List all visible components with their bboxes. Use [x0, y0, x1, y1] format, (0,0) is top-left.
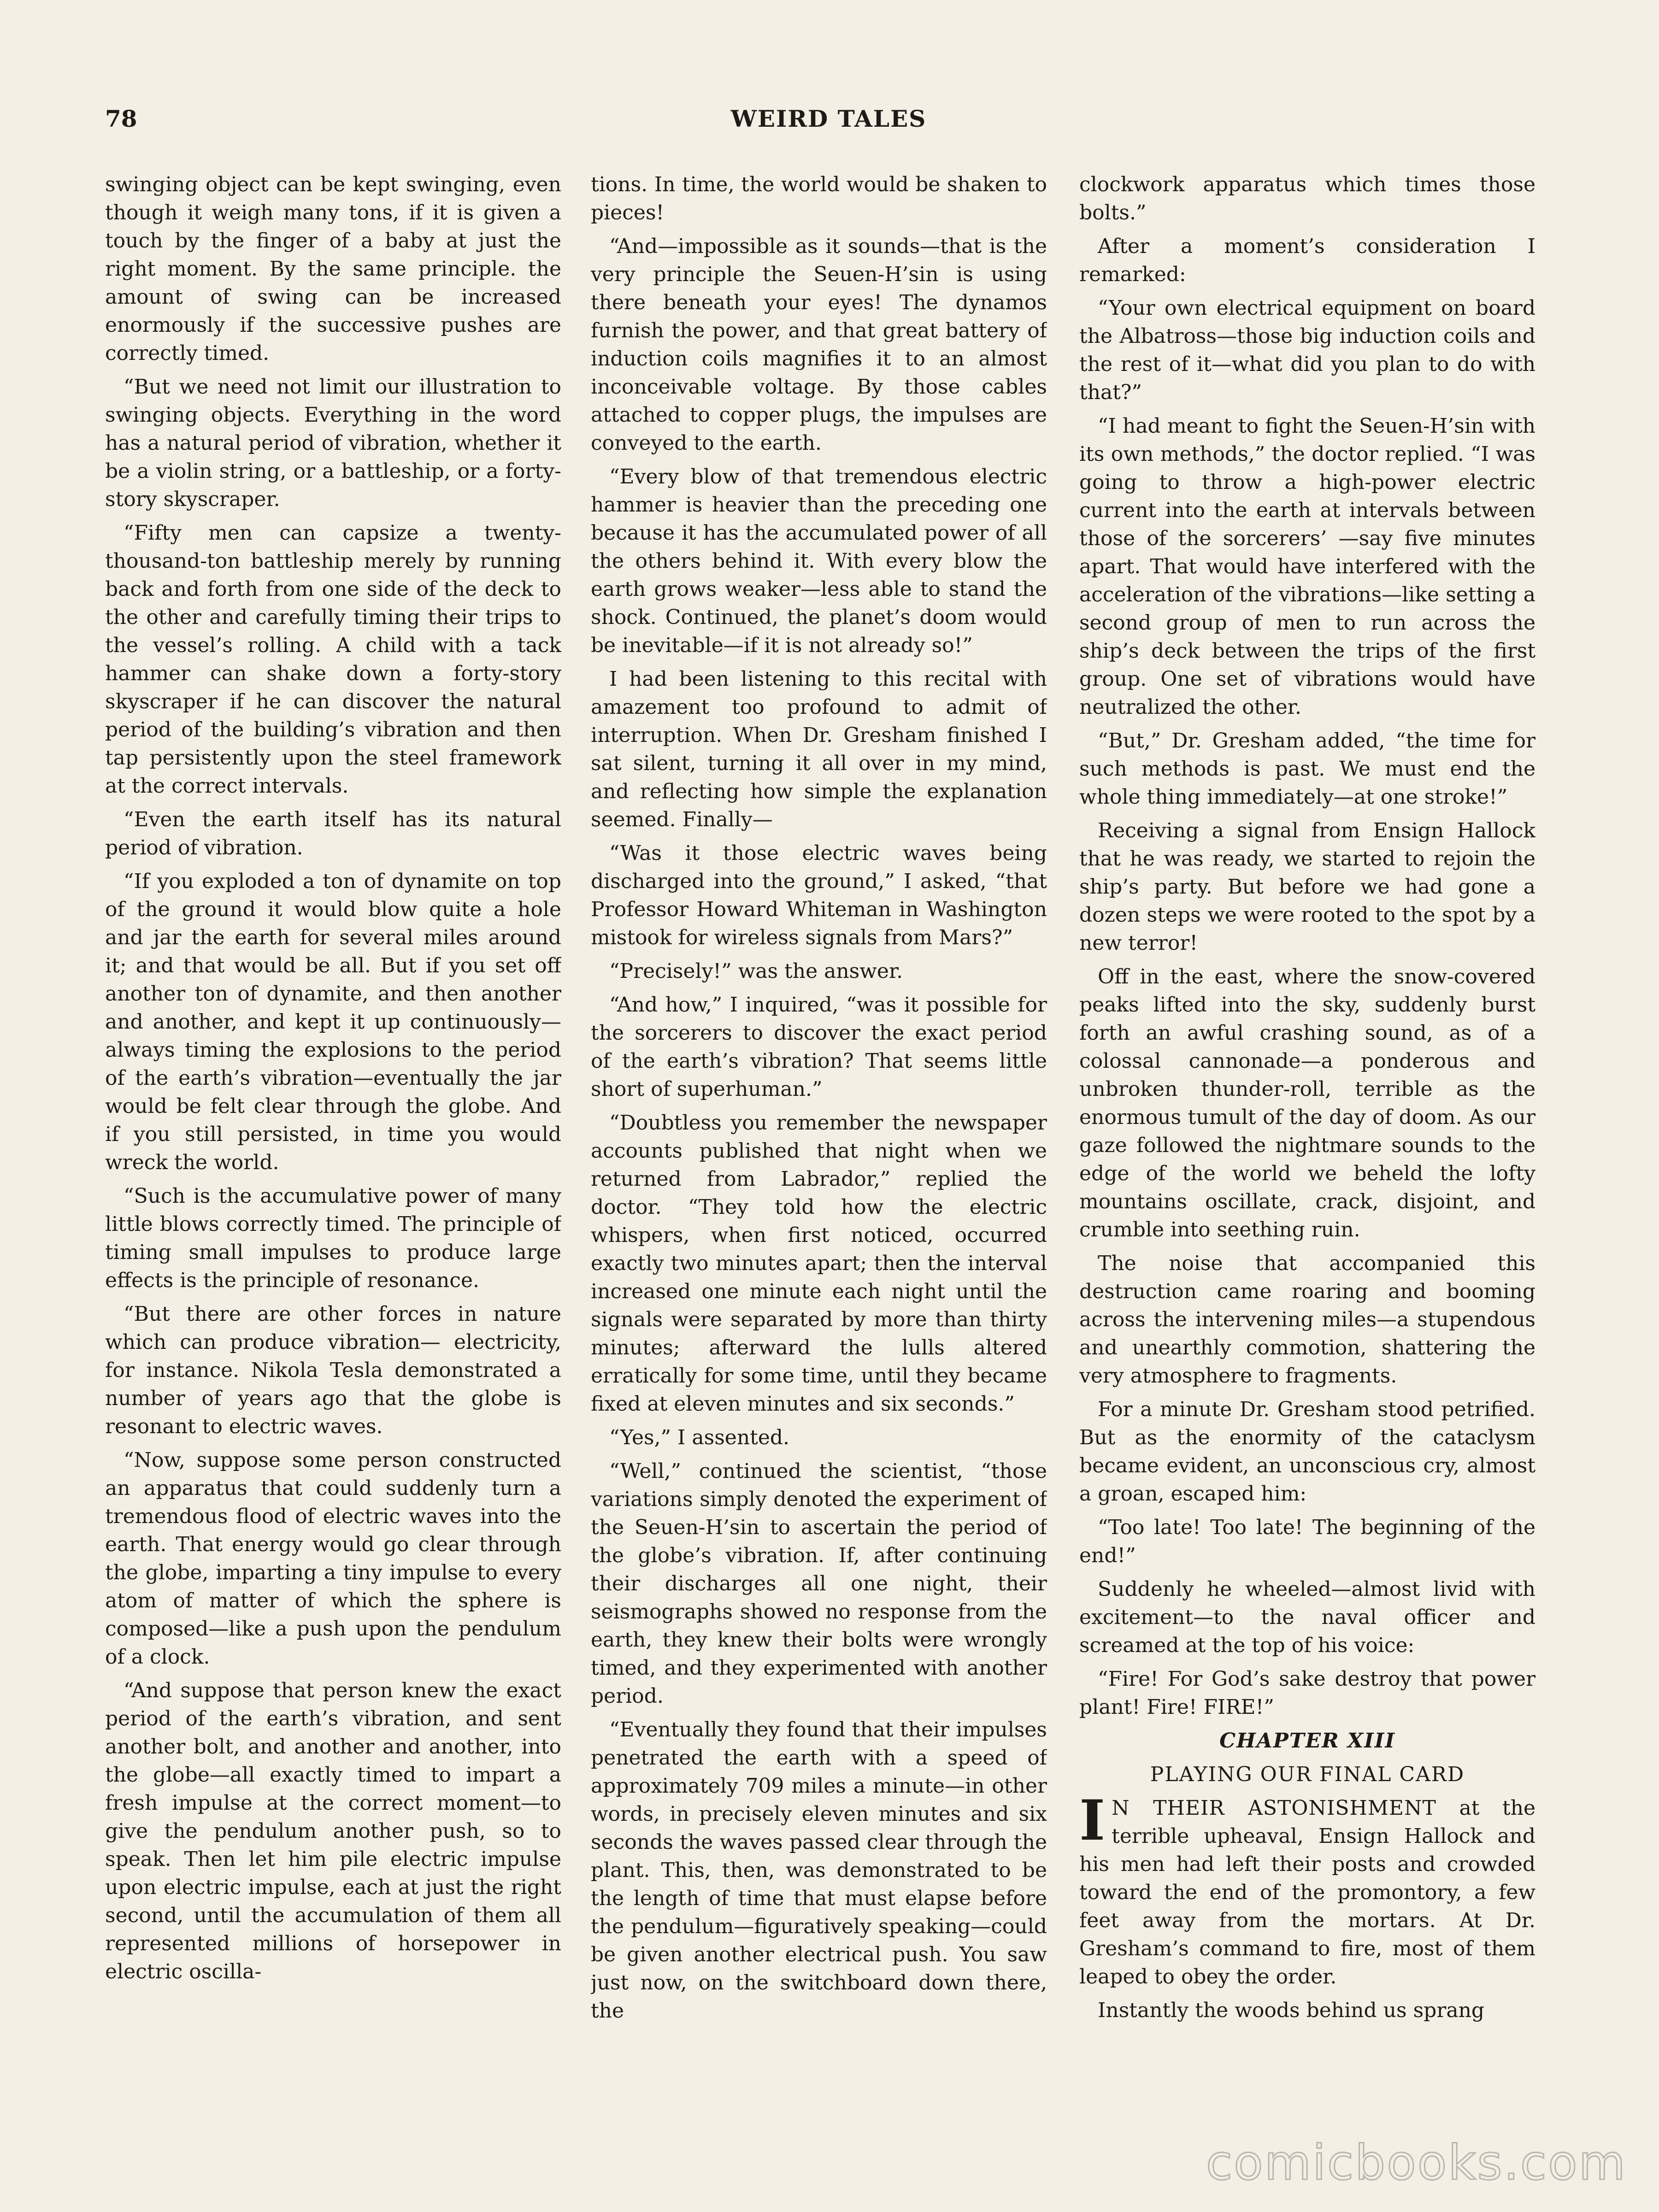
paragraph: “But we need not limit our illustration to swinging objects. Everything in the word has a natural period of vibration, whether it be a violin string, or a battleship, or a forty-story skyscraper.: [105, 375, 561, 511]
paragraph: “Too late! Too late! The beginning of the end!”: [1079, 1516, 1535, 1567]
paragraph: I had been listening to this recital with amazement too profound to admit of interruption. When Dr. Gresham finished I sat silent, turning it all over in my mind, and reflecting how simple the explanation seemed. Finally—: [591, 667, 1047, 831]
paragraph: “Well,” continued the scientist, “those variations simply denoted the experiment of the Seuen-H’sin to ascertain the period of the globe’s vibration. If, after continuing their discharges all one night, their seismographs showed no response from the earth, they knew their bolts were wrongly timed, and they experimented with another period.: [591, 1459, 1047, 1708]
drop-cap: I: [1079, 1788, 1106, 1853]
paragraph: “Every blow of that tremendous electric hammer is heavier than the preceding one because it has the accumulated power of all the others behind it. With every blow the earth grows weaker—less able to stand the shock. Continued, the planet’s doom would be inevitable—if it is not already so!”: [591, 465, 1047, 657]
paragraph: “Even the earth itself has its natural period of vibration.: [105, 808, 561, 859]
chapter-number: CHAPTER XIII: [1219, 1729, 1395, 1753]
chapter-title: PLAYING OUR FINAL CARD: [1150, 1763, 1465, 1786]
paragraph: “And how,” I inquired, “was it possible for the sorcerers to discover the exact period of the earth’s vibration? That seems little short of superhuman.”: [591, 993, 1047, 1101]
paragraph: “Precisely!” was the answer.: [609, 959, 903, 983]
paragraph: “Doubtless you remember the newspaper accounts published that night when we returned from Labrador,” replied the doctor. “They told how the electric whispers, when first noticed, occurred exactly two minutes apart; then the interval increased one minute each night until the signals were separated by more than thirty minutes; afterward the lulls altered erratically for some time, until they became fixed at eleven minutes and six seconds.”: [591, 1111, 1047, 1416]
paragraph: clockwork apparatus which times those bolts.”: [1079, 173, 1535, 224]
paragraph: “Yes,” I assented.: [609, 1426, 790, 1449]
paragraph: “Now, suppose some person constructed an apparatus that could suddenly turn a tremendous flood of electric waves into the earth. That energy would go clear through the globe, imparting a tiny impulse to every atom of matter of which the sphere is composed—like a push upon the pendulum of a clock.: [105, 1448, 561, 1669]
paragraph: Receiving a signal from Ensign Hallock that he was ready, we started to rejoin the ship’s party. But before we had gone a dozen steps we were rooted to the spot by a new terror!: [1079, 819, 1535, 955]
paragraph: “Fire! For God’s sake destroy that power plant! Fire! FIRE!”: [1079, 1667, 1535, 1719]
paragraph: “I had meant to fight the Seuen-H’sin with its own methods,” the doctor replied. “I was going to throw a high-power electric current into the earth at intervals between those of the sorcerers’ —say five minutes apart. That would have interfered with the acceleration of the vibrations—like setting a second group of men to run across the ship’s deck between the trips of the first group. One set of vibrations would have neutralized the other.: [1079, 414, 1535, 719]
paragraph: “Eventually they found that their impulses penetrated the earth with a speed of approximately 709 miles a minute—in other words, in precisely eleven minutes and six seconds the waves passed clear through the plant. This, then, was demonstrated to be the length of time that must elapse before the pendulum—figuratively speaking—could be given another electrical push. You saw just now, on the switchboard down there, the: [591, 1718, 1047, 2023]
running-title: WEIRD TALES: [730, 105, 927, 132]
opening-text: at the terrible upheaval, Ensign Hallock and his men had left their posts and crowded toward the end of the promontory, a few feet away from the mortars. At Dr. Gresham’s command to fire, most of them leaped to obey the order.: [1079, 1796, 1535, 1988]
chapter-opening-paragraph: [1079, 1788, 1535, 1991]
paragraph: “Fifty men can capsize a twenty-thousand-ton battleship merely by running back and forth from one side of the deck to the other and carefully timing their trips to the vessel’s rolling. A child with a tack hammer can shake down a forty-story skyscraper if he can discover the natural period of the building’s vibration and then tap persistently upon the steel framework at the correct intervals.: [105, 521, 561, 798]
paragraph: The noise that accompanied this destruction came roaring and booming across the intervening miles—a stupendous and unearthly commotion, shattering the very atmosphere to fragments.: [1079, 1252, 1535, 1388]
paragraph: “But,” Dr. Gresham added, “the time for such methods is past. We must end the whole thing immediately—at one stroke!”: [1079, 729, 1535, 809]
paragraph: “And—impossible as it sounds—that is the very principle the Seuen-H’sin is using there beneath your eyes! The dynamos furnish the power, and that great battery of induction coils magnifies it to an almost inconceivable voltage. By those cables attached to copper plugs, the impulses are conveyed to the earth.: [591, 235, 1047, 455]
watermark: comicbooks.com: [1206, 2135, 1627, 2191]
paragraph: After a moment’s consideration I remarked:: [1079, 235, 1535, 286]
text-column-3: [1079, 171, 1535, 2051]
paragraph: tions. In time, the world would be shaken to pieces!: [591, 173, 1047, 224]
paragraph: “Was it those electric waves being discharged into the ground,” I asked, “that Professor Howard Whiteman in Washington mistook for wireless signals from Mars?”: [591, 841, 1047, 949]
paragraph: Off in the east, where the snow-covered peaks lifted into the sky, suddenly burst forth an awful crashing sound, as of a colossal cannonade—a ponderous and unbroken thunder-roll, terrible as the enormous tumult of the day of doom. As our gaze followed the nightmare sounds to the edge of the world we beheld the lofty mountains oscillate, crack, disjoint, and crumble into seething ruin.: [1079, 965, 1535, 1241]
paragraph: Suddenly he wheeled—almost livid with excitement—to the naval officer and screamed at the top of his voice:: [1079, 1577, 1535, 1657]
paragraph: “Your own electrical equipment on board the Albatross—those big induction coils and the rest of it—what did you plan to do with that?”: [1079, 296, 1535, 404]
opening-small-caps: N THEIR ASTONISHMENT: [1112, 1796, 1436, 1820]
page-header: [105, 105, 1552, 142]
text-column-1: [105, 171, 561, 2051]
paragraph: “But there are other forces in nature which can produce vibration— electricity, for instance. Nikola Tesla demonstrated a number of years ago that the globe is resonant to electric waves.: [105, 1302, 561, 1438]
page-number: 78: [105, 105, 137, 132]
paragraph: Instantly the woods behind us sprang: [1098, 1999, 1485, 2022]
paragraph: “And suppose that person knew the exact period of the earth’s vibration, and sent another bolt, and another and another, into the globe—all exactly timed to impart a fresh impulse at the correct moment—to give the pendulum another push, so to speak. Then let him pile electric impulse upon electric impulse, each at just the right second, until the accumulation of them all represented millions of horsepower in electric oscilla-: [105, 1679, 561, 1983]
paragraph: “Such is the accumulative power of many little blows correctly timed. The principle of timing small impulses to produce large effects is the principle of resonance.: [105, 1184, 561, 1292]
paragraph: For a minute Dr. Gresham stood petrified. But as the enormity of the cataclysm became evident, an unconscious cry, almost a groan, escaped him:: [1079, 1398, 1535, 1506]
paragraph: swinging object can be kept swinging, even though it weigh many tons, if it is given a touch by the finger of a baby at just the right moment. By the same principle. the amount of swing can be increased enormously if the successive pushes are correctly timed.: [105, 173, 561, 365]
paragraph: “If you exploded a ton of dynamite on top of the ground it would blow quite a hole and jar the earth for several miles around it; and that would be all. But if you set off another ton of dynamite, and then another and another, and kept it up continuously—always timing the explosions to the period of the earth’s vibration—eventually the jar would be felt clear through the globe. And if you still persisted, in time you would wreck the world.: [105, 870, 561, 1174]
text-column-2: [591, 171, 1047, 2051]
